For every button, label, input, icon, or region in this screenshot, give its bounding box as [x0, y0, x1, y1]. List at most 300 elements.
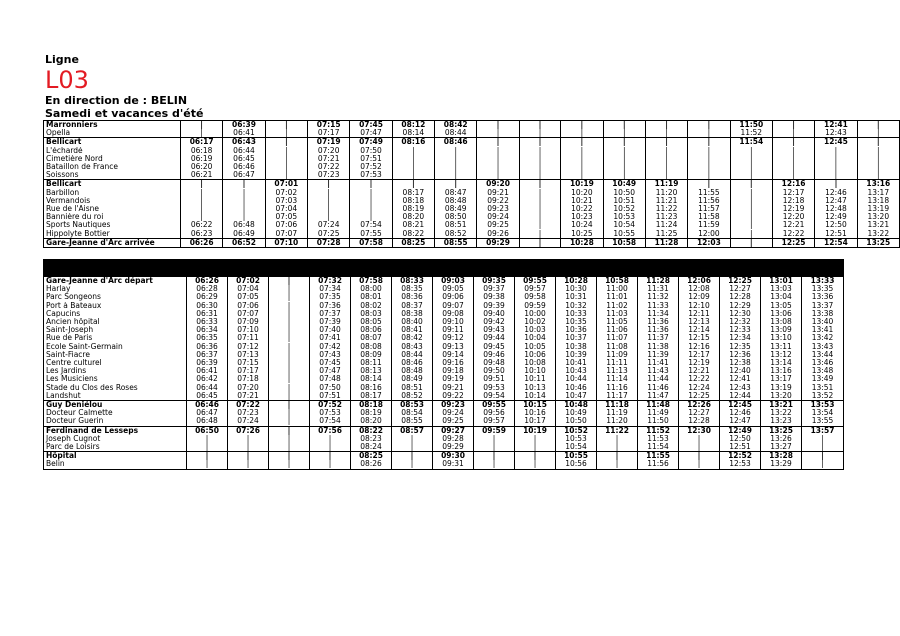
departure-time: 07:54 [350, 221, 392, 229]
departure-time: 09:24 [433, 409, 474, 417]
departure-time: 12:25 [679, 392, 720, 401]
departure-time: 06:43 [223, 138, 265, 147]
departure-time: 06:29 [187, 293, 228, 301]
departure-time: | [435, 155, 477, 163]
departure-time: 13:11 [761, 343, 802, 351]
stop-name: Opella [44, 129, 181, 138]
departure-time: | [515, 460, 556, 469]
departure-time: | [730, 221, 772, 229]
departure-time: 08:19 [351, 409, 392, 417]
departure-time: | [350, 197, 392, 205]
departure-time: | [435, 171, 477, 180]
departure-time: 09:21 [477, 189, 519, 197]
departure-time: 07:21 [228, 392, 269, 401]
departure-time: 08:49 [435, 205, 477, 213]
departure-time: 10:46 [556, 384, 597, 392]
departure-time: 09:22 [477, 197, 519, 205]
departure-time: 13:05 [761, 302, 802, 310]
departure-time: | [392, 460, 433, 469]
departure-time: 11:53 [638, 435, 679, 443]
departure-time: 10:50 [556, 417, 597, 426]
departure-time: 07:24 [308, 221, 350, 229]
departure-time: 10:03 [515, 326, 556, 334]
departure-time: 07:07 [228, 310, 269, 318]
departure-time: 12:45 [815, 138, 857, 147]
departure-time: 10:35 [556, 318, 597, 326]
departure-time: | [477, 121, 519, 130]
direction-title: En direction de : BELIN [45, 94, 188, 107]
departure-time: 09:20 [477, 180, 519, 189]
departure-time: 13:41 [802, 326, 844, 334]
period-title: Samedi et vacances d'été [45, 107, 204, 120]
departure-time: | [772, 129, 814, 138]
departure-time: 10:24 [561, 221, 603, 229]
departure-time: 10:00 [515, 310, 556, 318]
stop-name: Parc de Loisirs [44, 443, 187, 452]
departure-time: 08:53 [392, 401, 433, 410]
departure-time: 07:26 [228, 426, 269, 435]
departure-time: 10:55 [603, 230, 645, 239]
departure-time: 12:16 [772, 180, 814, 189]
departure-time: 09:57 [474, 417, 515, 426]
departure-time: 07:05 [265, 213, 307, 221]
departure-time: 12:22 [679, 375, 720, 383]
departure-time: 12:21 [679, 367, 720, 375]
departure-time: | [515, 435, 556, 443]
departure-time: | [350, 213, 392, 221]
departure-time: 13:08 [761, 318, 802, 326]
departure-time: 09:59 [474, 426, 515, 435]
departure-time: 09:26 [477, 230, 519, 239]
departure-time: 09:22 [433, 392, 474, 401]
departure-time: | [265, 163, 307, 171]
departure-time: 09:08 [433, 310, 474, 318]
departure-time: 11:05 [597, 318, 638, 326]
departure-time: 13:33 [802, 277, 844, 286]
departure-time: 11:31 [638, 285, 679, 293]
departure-time: 09:25 [433, 417, 474, 426]
departure-time: | [269, 384, 310, 392]
departure-time: | [392, 171, 434, 180]
departure-time: 10:19 [561, 180, 603, 189]
departure-time: 09:27 [433, 426, 474, 435]
departure-time: 10:23 [561, 213, 603, 221]
table-row [44, 138, 900, 147]
departure-time: | [603, 121, 645, 130]
departure-time: | [519, 205, 560, 213]
stop-name: Vermandois [44, 197, 181, 205]
departure-time: 08:51 [435, 221, 477, 229]
departure-time: | [392, 180, 434, 189]
departure-time: 10:31 [556, 293, 597, 301]
departure-time: | [435, 180, 477, 189]
departure-time: 06:36 [187, 343, 228, 351]
section-separator-band [43, 259, 844, 276]
departure-time: 08:18 [392, 197, 434, 205]
departure-time: 12:19 [679, 359, 720, 367]
departure-time: | [180, 129, 222, 138]
departure-time: 12:26 [679, 401, 720, 410]
departure-time: 13:46 [802, 359, 844, 367]
departure-time: 13:01 [761, 277, 802, 286]
departure-time: 09:39 [474, 302, 515, 310]
departure-time: | [730, 213, 772, 221]
departure-time: 13:25 [761, 426, 802, 435]
table-row [44, 213, 900, 221]
departure-time: | [519, 138, 560, 147]
departure-time: | [435, 163, 477, 171]
departure-time: 12:21 [772, 221, 814, 229]
stop-name: Les Jardins [44, 367, 187, 375]
departure-time: 09:51 [474, 375, 515, 383]
departure-time: 08:25 [351, 452, 392, 461]
departure-time: 08:01 [351, 293, 392, 301]
departure-time: | [730, 163, 772, 171]
departure-time: 06:23 [180, 230, 222, 239]
departure-time: | [519, 238, 560, 247]
departure-time: 10:55 [556, 452, 597, 461]
departure-time: 06:46 [187, 401, 228, 410]
departure-time: 11:09 [597, 351, 638, 359]
departure-time: 07:10 [228, 326, 269, 334]
table-row [44, 277, 844, 286]
departure-time: 08:42 [435, 121, 477, 130]
departure-time: | [477, 171, 519, 180]
departure-time: 11:00 [597, 285, 638, 293]
departure-time: | [519, 230, 560, 239]
departure-time: 13:37 [802, 302, 844, 310]
departure-time: | [392, 163, 434, 171]
departure-time: 08:48 [435, 197, 477, 205]
departure-time: 07:06 [228, 302, 269, 310]
departure-time: 12:19 [772, 205, 814, 213]
departure-time: | [561, 138, 603, 147]
departure-time: | [269, 426, 310, 435]
departure-time: | [730, 238, 772, 247]
departure-time: 10:22 [561, 205, 603, 213]
departure-time: 12:14 [679, 326, 720, 334]
departure-time: 09:55 [515, 277, 556, 286]
departure-time: 09:23 [433, 401, 474, 410]
table-row [44, 401, 844, 410]
table-row [44, 230, 900, 239]
departure-time: 06:21 [180, 171, 222, 180]
departure-time: 11:50 [730, 121, 772, 130]
departure-time: 11:37 [638, 334, 679, 342]
departure-time: 07:50 [310, 384, 351, 392]
departure-time: | [815, 147, 857, 155]
departure-time: 06:26 [180, 238, 222, 247]
departure-time: 13:09 [761, 326, 802, 334]
departure-time: 12:50 [720, 435, 761, 443]
table-row [44, 205, 900, 213]
departure-time: | [645, 138, 687, 147]
departure-time: 08:57 [392, 426, 433, 435]
departure-time: | [561, 129, 603, 138]
table-row [44, 221, 900, 229]
departure-time: 06:49 [223, 230, 265, 239]
departure-time: 12:43 [720, 384, 761, 392]
departure-time: 07:07 [265, 230, 307, 239]
departure-time: 11:17 [597, 392, 638, 401]
departure-time: | [519, 221, 560, 229]
stop-name: Rue de l'Aisne [44, 205, 181, 213]
departure-time: 11:41 [638, 359, 679, 367]
stop-name: Barbillon [44, 189, 181, 197]
departure-time: 11:48 [638, 401, 679, 410]
departure-time: 08:41 [392, 326, 433, 334]
departure-time: 11:34 [638, 310, 679, 318]
departure-time: 07:58 [350, 238, 392, 247]
departure-time: 08:52 [392, 392, 433, 401]
table-row [44, 302, 844, 310]
departure-time: 07:20 [228, 384, 269, 392]
stop-name: Bannière du roi [44, 213, 181, 221]
departure-time: 13:20 [761, 392, 802, 401]
departure-time: 10:52 [556, 426, 597, 435]
table-row [44, 189, 900, 197]
departure-time: 09:57 [515, 285, 556, 293]
departure-time: 10:58 [597, 277, 638, 286]
departure-time: 11:25 [645, 230, 687, 239]
departure-time: 09:56 [474, 409, 515, 417]
departure-time: 13:55 [802, 417, 844, 426]
stop-name: Stade du Clos des Roses [44, 384, 187, 392]
departure-time: | [603, 155, 645, 163]
departure-time: 07:11 [228, 334, 269, 342]
departure-time: 11:20 [597, 417, 638, 426]
departure-time: | [561, 147, 603, 155]
departure-time: | [519, 129, 560, 138]
departure-time: 08:22 [351, 426, 392, 435]
departure-time: 12:32 [720, 318, 761, 326]
stop-name: Marronniers [44, 121, 181, 130]
departure-time: | [269, 367, 310, 375]
departure-time: 13:29 [761, 460, 802, 469]
departure-time: 06:39 [187, 359, 228, 367]
departure-time: 08:33 [392, 277, 433, 286]
table-row [44, 326, 844, 334]
departure-time: | [597, 460, 638, 469]
departure-time: | [603, 138, 645, 147]
departure-time: 10:04 [515, 334, 556, 342]
departure-time: | [603, 163, 645, 171]
departure-time: 12:33 [720, 326, 761, 334]
departure-time: 11:20 [645, 189, 687, 197]
table-row [44, 375, 844, 383]
departure-time: | [474, 443, 515, 452]
departure-time: 11:55 [688, 189, 730, 197]
departure-time: 06:45 [187, 392, 228, 401]
departure-time: 08:13 [351, 367, 392, 375]
departure-time: 07:49 [350, 138, 392, 147]
departure-time: 08:49 [392, 375, 433, 383]
stop-name: Capucins [44, 310, 187, 318]
departure-time: 06:18 [180, 147, 222, 155]
departure-time: 10:41 [556, 359, 597, 367]
departure-time: 10:43 [556, 367, 597, 375]
departure-time: 10:17 [515, 417, 556, 426]
departure-time: 08:54 [392, 409, 433, 417]
departure-time: | [645, 163, 687, 171]
departure-time: 10:53 [603, 213, 645, 221]
departure-time: 07:37 [310, 310, 351, 318]
departure-time: 08:40 [392, 318, 433, 326]
departure-time: 13:40 [802, 318, 844, 326]
departure-time: 13:54 [802, 409, 844, 417]
departure-time: 12:06 [679, 277, 720, 286]
departure-time: 08:55 [392, 417, 433, 426]
departure-time: 07:47 [350, 129, 392, 138]
departure-time: 13:57 [802, 426, 844, 435]
table-row [44, 443, 844, 452]
stop-name: Sports Nautiques [44, 221, 181, 229]
departure-time: 11:36 [638, 326, 679, 334]
departure-time: 07:04 [228, 285, 269, 293]
departure-time: 08:46 [435, 138, 477, 147]
departure-time: 11:21 [645, 197, 687, 205]
departure-time: 07:36 [310, 302, 351, 310]
departure-time: 12:54 [815, 238, 857, 247]
departure-time: 11:32 [638, 293, 679, 301]
departure-time: 13:04 [761, 293, 802, 301]
departure-time: | [310, 460, 351, 469]
departure-time: | [180, 180, 222, 189]
departure-time: | [730, 155, 772, 163]
departure-time: 07:40 [310, 326, 351, 334]
departure-time: | [269, 285, 310, 293]
departure-time: 07:24 [228, 417, 269, 426]
departure-time: 12:03 [688, 238, 730, 247]
departure-time: 07:15 [308, 121, 350, 130]
departure-time: 09:23 [477, 205, 519, 213]
departure-time: 08:08 [351, 343, 392, 351]
departure-time: 10:15 [515, 401, 556, 410]
departure-time: | [392, 155, 434, 163]
departure-time: 09:37 [474, 285, 515, 293]
departure-time: 07:12 [228, 343, 269, 351]
departure-time: | [815, 155, 857, 163]
departure-time: 09:05 [433, 285, 474, 293]
departure-time: | [269, 334, 310, 342]
table-row [44, 426, 844, 435]
departure-time: | [857, 171, 899, 180]
departure-time: | [308, 197, 350, 205]
stop-name: Guy Deniélou [44, 401, 187, 410]
departure-time: 10:28 [561, 238, 603, 247]
departure-time: 08:09 [351, 351, 392, 359]
departure-time: 11:56 [638, 460, 679, 469]
departure-time: | [392, 435, 433, 443]
departure-time: 10:25 [561, 230, 603, 239]
stop-name: Cimetière Nord [44, 155, 181, 163]
departure-time: | [223, 213, 265, 221]
departure-time: 06:34 [187, 326, 228, 334]
departure-time: 11:06 [597, 326, 638, 334]
departure-time: 12:41 [815, 121, 857, 130]
departure-time: 06:44 [223, 147, 265, 155]
departure-time: 09:40 [474, 310, 515, 318]
stop-name: Centre culturel [44, 359, 187, 367]
table-row [44, 197, 900, 205]
departure-time: 07:13 [228, 351, 269, 359]
departure-time: 12:52 [720, 452, 761, 461]
departure-time: | [519, 147, 560, 155]
departure-time: | [228, 443, 269, 452]
departure-time: 12:43 [815, 129, 857, 138]
departure-time: 13:12 [761, 351, 802, 359]
departure-time: 09:53 [474, 384, 515, 392]
departure-time: | [223, 189, 265, 197]
departure-time: 08:55 [435, 238, 477, 247]
departure-time: 10:10 [515, 367, 556, 375]
departure-time: | [269, 392, 310, 401]
stop-name: Ecole Saint-Germain [44, 343, 187, 351]
departure-time: | [265, 155, 307, 163]
departure-time: | [269, 443, 310, 452]
departure-time: 10:33 [556, 310, 597, 318]
departure-time: 07:23 [228, 409, 269, 417]
departure-time: | [688, 121, 730, 130]
departure-time: 12:34 [720, 334, 761, 342]
line-code: L03 [45, 66, 89, 94]
departure-time: 12:47 [720, 417, 761, 426]
departure-time: 08:18 [351, 401, 392, 410]
table-row [44, 392, 844, 401]
departure-time: 08:02 [351, 302, 392, 310]
departure-time: 08:26 [351, 460, 392, 469]
departure-time: | [265, 138, 307, 147]
departure-time: 09:21 [433, 384, 474, 392]
departure-time: 10:14 [515, 392, 556, 401]
departure-time: 09:58 [515, 293, 556, 301]
departure-time: 12:28 [720, 293, 761, 301]
departure-time: 08:14 [351, 375, 392, 383]
departure-time: 07:51 [310, 392, 351, 401]
departure-time: | [802, 443, 844, 452]
departure-time: | [180, 121, 222, 130]
departure-time: 07:23 [308, 171, 350, 180]
table-row [44, 351, 844, 359]
table-row [44, 417, 844, 426]
departure-time: | [180, 197, 222, 205]
table-row [44, 409, 844, 417]
departure-time: | [269, 343, 310, 351]
departure-time: 11:22 [645, 205, 687, 213]
departure-time: 13:17 [761, 375, 802, 383]
departure-time: | [772, 155, 814, 163]
departure-time: 10:52 [603, 205, 645, 213]
table-row [44, 435, 844, 443]
departure-time: 11:28 [638, 277, 679, 286]
departure-time: 09:42 [474, 318, 515, 326]
departure-time: 07:50 [350, 147, 392, 155]
departure-time: 07:17 [308, 129, 350, 138]
departure-time: 06:46 [223, 163, 265, 171]
departure-time: 13:18 [857, 197, 899, 205]
departure-time: 10:30 [556, 285, 597, 293]
departure-time: 07:03 [265, 197, 307, 205]
departure-time: 12:09 [679, 293, 720, 301]
departure-time: 10:53 [556, 435, 597, 443]
departure-time: 06:26 [187, 277, 228, 286]
departure-time: 12:51 [815, 230, 857, 239]
departure-time: 11:52 [730, 129, 772, 138]
departure-time: 13:28 [761, 452, 802, 461]
departure-time: 07:34 [310, 285, 351, 293]
departure-time: 12:41 [720, 375, 761, 383]
departure-time: 07:52 [350, 163, 392, 171]
